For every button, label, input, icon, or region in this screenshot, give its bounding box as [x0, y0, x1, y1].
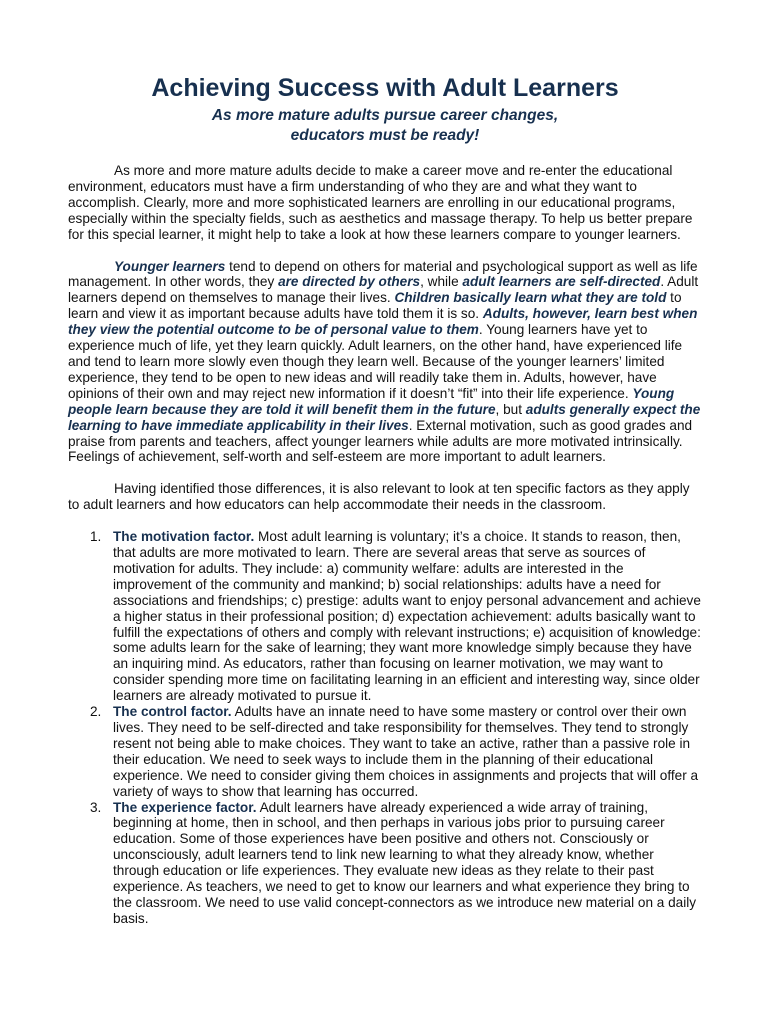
emphasis-directed-by-others: are directed by others — [278, 274, 421, 290]
comparison-text-3: . Adult learners depend on themselves to manage their lives. — [68, 274, 699, 306]
comparison-paragraph — [68, 259, 702, 466]
emphasis-younger-learners: Younger learners — [114, 258, 226, 274]
list-item — [68, 704, 702, 799]
comparison-text-5: . Young learners have yet to experience much of life, yet they learn quickly. Adult learners, on the other hand, have experienced life and tend to learn more slowly even though they learn well. Because of the younger learners’ limited experience, they tend to be open to new ideas and will readily take them in. Adults, however, have opinions of their own and may reject new information if it doesn’t “fit” into their life experience. — [68, 322, 683, 401]
subtitle-line-1: As more mature adults pursue career changes, — [211, 107, 559, 124]
factor-name: The motivation factor. — [113, 529, 255, 545]
document-title: Achieving Success with Adult Learners — [151, 74, 619, 102]
document-subtitle — [68, 106, 702, 146]
comparison-text-1: tend to depend on others for material and psychological support as well as life management. In other words, they — [68, 258, 698, 290]
transition-paragraph: Having identified those differences, it is also relevant to look at ten specific factors as they apply to adult learners and how educators can help accommodate their needs in the classroom. — [68, 481, 690, 513]
intro-paragraph: As more and more mature adults decide to make a career move and re-enter the educational environment, educators must have a firm understanding of who they are and what they want to accomplish. Clearly, more and more sophisticated learners are enrolling in our educational programs, especially within the specialty fields, such as aesthetics and massage therapy. To help us better prepare for this special learner, it might help to take a look at how these learners compare to younger learners. — [68, 163, 693, 242]
emphasis-young-people-learn: Young people learn because they are told it will benefit them in the future — [68, 385, 675, 417]
document-body — [68, 163, 702, 927]
factor-name: The control factor. — [113, 704, 232, 720]
comparison-text-7: . External motivation, such as good grades and praise from parents and teachers, affect younger learners while adults are more motivated intrinsically. Feelings of achievement, self-worth and self-esteem are more important to adult learners. — [68, 417, 693, 465]
list-number: 1. — [90, 529, 102, 545]
list-number: 3. — [90, 799, 102, 815]
emphasis-self-directed: adult learners are self-directed — [462, 274, 661, 290]
factor-text: Adult learners have already experienced a wide array of training, beginning at home, then in school, and then perhaps in various jobs prior to pursuing career education. Some of those experiences have been positive and others not. Consciously or unconsciously, adult learners tend to link new learning to what they already know, whether through education or life experiences. They evaluate new ideas as they relate to their past experience. As teachers, we need to get to know our learners and what experience they bring to the classroom. We need to use valid concept-connectors as we introduce new material on a daily basis. — [113, 799, 697, 926]
factor-text: Most adult learning is voluntary; it’s a choice. It stands to reason, then, that adults are more motivated to learn. There are several areas that serve as sources of motivation for adults. They include: a) community welfare: adults are interested in the improvement of the community and mankind; b) social relationships: adults have a need for associations and friendships; c) prestige: adults want to enjoy personal advancement and achieve a higher status in their professional position; d) expectation achievement: adults basically want to fulfill the expectations of others and comply with relevant instructions; e) acquisition of knowledge: some adults learn for the sake of learning; they want more knowledge simply because they have an inquiring mind. As educators, rather than focusing on learner motivation, we may want to consider spending more time on facilitating learning in an efficient and interesting way, since older learners are already motivated to pursue it. — [113, 529, 701, 704]
list-item — [68, 800, 702, 927]
factor-name: The experience factor. — [113, 799, 257, 815]
factors-list — [68, 529, 702, 927]
emphasis-children-learn: Children basically learn what they are told — [394, 290, 667, 306]
subtitle-line-2: educators must be ready! — [290, 127, 480, 144]
list-item — [68, 529, 702, 704]
comparison-text-2: , while — [420, 274, 463, 290]
list-number: 2. — [90, 704, 102, 720]
comparison-text-4: to learn and view it as important because adults have told them it is so. — [68, 290, 682, 322]
comparison-text-6: , but — [495, 401, 526, 417]
emphasis-adults-expect: adults generally expect the learning to have immediate applicability in their lives — [68, 401, 701, 433]
emphasis-adults-learn-best: Adults, however, learn best when they view the potential outcome to be of personal value to them — [68, 306, 698, 338]
factor-text: Adults have an innate need to have some mastery or control over their own lives. They need to be self-directed and take responsibility for themselves. They tend to strongly resent not being able to make choices. They want to take an active, rather than a passive role in their education. We need to seek ways to include them in the planning of their educational experience. We need to consider giving them choices in assignments and projects that will offer a variety of ways to show that learning has occurred. — [113, 704, 699, 799]
